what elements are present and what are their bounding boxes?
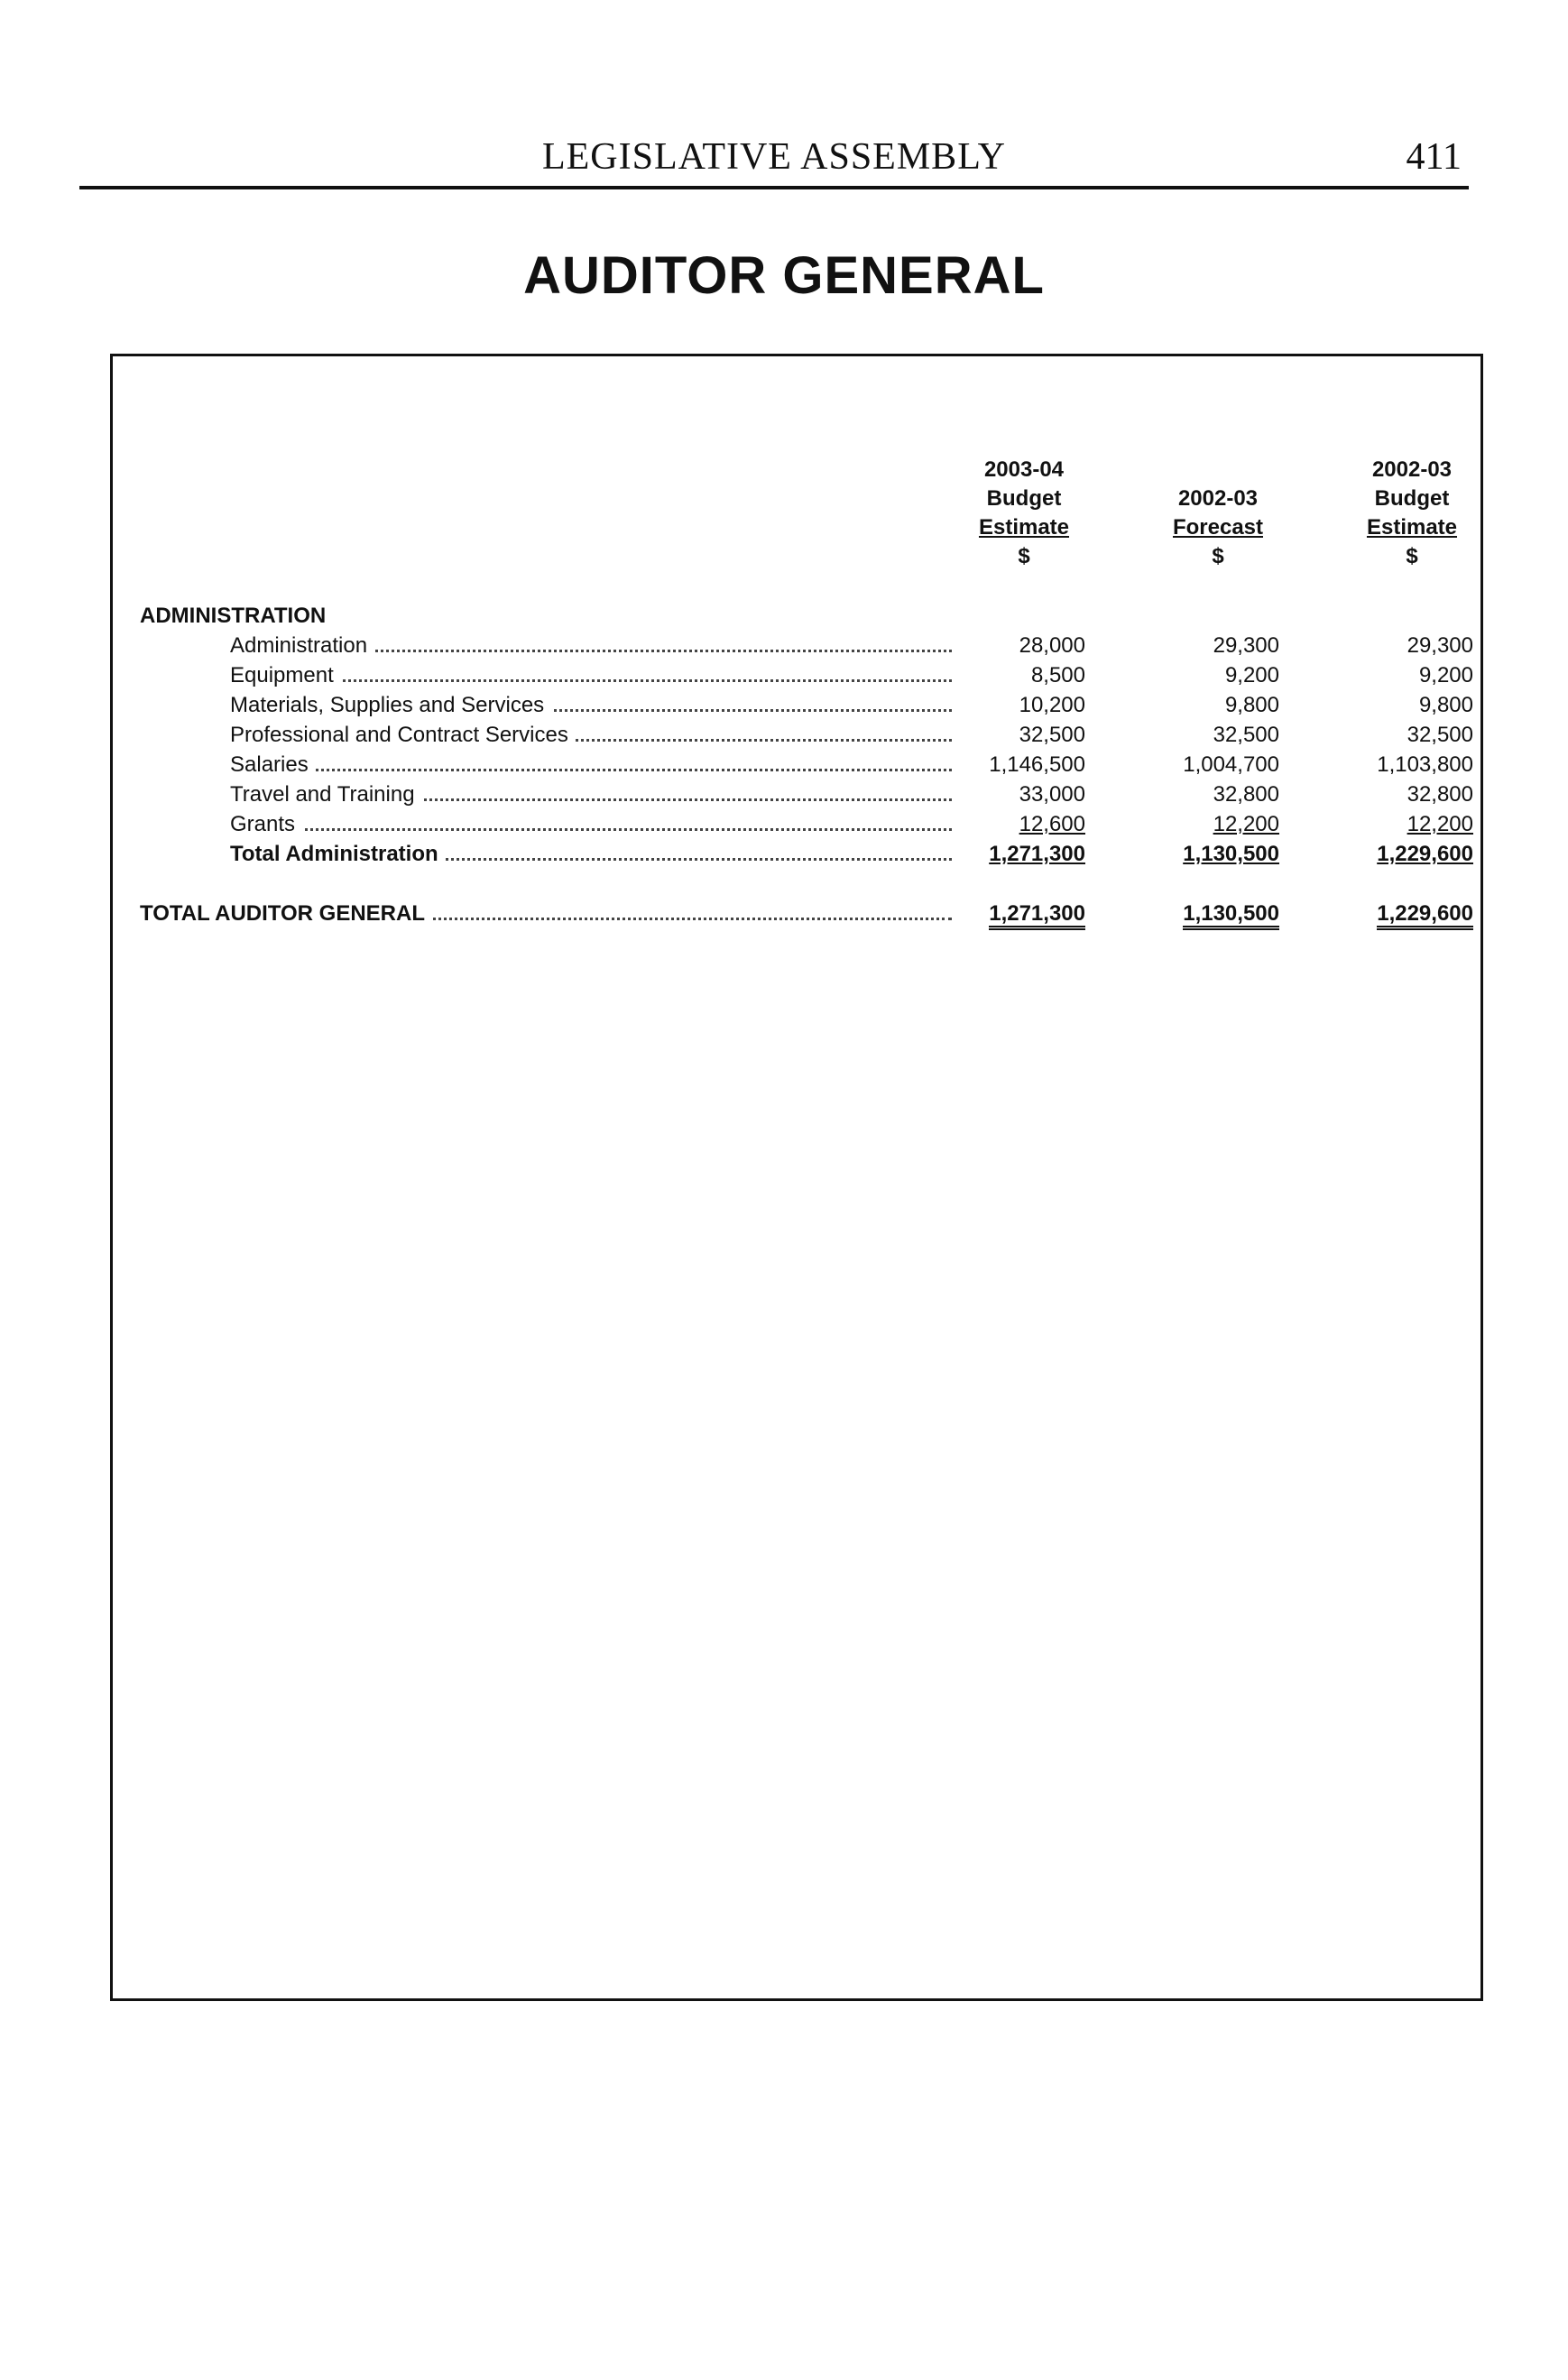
value-2002-03-forecast: 29,300 [1213,633,1279,658]
value-2002-03-budget: 12,200 [1407,812,1473,836]
column-header-line: Estimate [1366,515,1458,540]
value-2002-03-budget: 32,500 [1407,723,1473,747]
subtotal-row [140,840,1473,869]
table-row [140,691,1473,720]
table-row [140,661,1473,690]
table-row [140,751,1473,779]
value-2003-04-budget: 8,500 [1030,663,1085,687]
subtotal-2003-04-budget: 1,271,300 [989,842,1085,866]
column-header-line: 2002-03 [1371,457,1453,482]
column-header-line [1119,456,1317,484]
value-2003-04-budget: 10,200 [1019,693,1085,717]
table-row [140,780,1473,809]
row-label: Travel and Training [230,780,422,809]
row-label: Administration [230,632,374,660]
value-2002-03-forecast: 9,800 [1224,693,1279,717]
column-header-line: Estimate [978,515,1070,540]
column-header-2002-03-budget-estimate [1313,456,1511,571]
page-number: 411 [1406,136,1462,178]
value-2002-03-budget: 1,103,800 [1377,752,1473,777]
value-2002-03-budget: 9,200 [1418,663,1473,687]
value-2003-04-budget: 12,600 [1019,812,1085,836]
row-label: Salaries [230,751,316,779]
section-heading: ADMINISTRATION [140,604,327,628]
column-header-2002-03-forecast [1119,456,1317,571]
column-header-2003-04-budget-estimate [925,456,1123,571]
value-2002-03-forecast: 9,200 [1224,663,1279,687]
grand-total-2002-03-forecast: 1,130,500 [1183,901,1279,930]
value-2002-03-forecast: 1,004,700 [1183,752,1279,777]
budget-table-frame [110,354,1483,2001]
value-2003-04-budget: 1,146,500 [989,752,1085,777]
column-header-line: Budget [986,486,1062,511]
running-title: LEGISLATIVE ASSEMBLY [542,136,1006,178]
value-2002-03-budget: 29,300 [1407,633,1473,658]
column-header-line: Budget [1374,486,1450,511]
value-2003-04-budget: 28,000 [1019,633,1085,658]
table-row [140,721,1473,750]
grand-total-row [140,899,1473,928]
row-label: Professional and Contract Services [230,721,576,750]
column-unit: $ [1406,544,1418,568]
value-2002-03-forecast: 32,800 [1213,782,1279,807]
row-label: Grants [230,810,302,839]
grand-total-2003-04-budget: 1,271,300 [989,901,1085,930]
value-2002-03-budget: 9,800 [1418,693,1473,717]
page-title: AUDITOR GENERAL [523,246,1045,305]
column-header-line: 2003-04 [983,457,1065,482]
running-head [79,135,1469,189]
table-row [140,632,1473,660]
column-header-line: 2002-03 [1177,486,1259,511]
value-2003-04-budget: 33,000 [1019,782,1085,807]
value-2002-03-forecast: 12,200 [1213,812,1279,836]
value-2002-03-budget: 32,800 [1407,782,1473,807]
value-2002-03-forecast: 32,500 [1213,723,1279,747]
row-label: Materials, Supplies and Services [230,691,551,720]
value-2003-04-budget: 32,500 [1019,723,1085,747]
subtotal-2002-03-budget: 1,229,600 [1377,842,1473,866]
subtotal-label: Total Administration [230,840,446,869]
column-unit: $ [1018,544,1030,568]
table-row [140,810,1473,839]
column-header-line: Forecast [1172,515,1264,540]
row-label: Equipment [230,661,341,690]
grand-total-2002-03-budget: 1,229,600 [1377,901,1473,930]
column-unit: $ [1212,544,1224,568]
subtotal-2002-03-forecast: 1,130,500 [1183,842,1279,866]
grand-total-label: TOTAL AUDITOR GENERAL [140,899,432,928]
